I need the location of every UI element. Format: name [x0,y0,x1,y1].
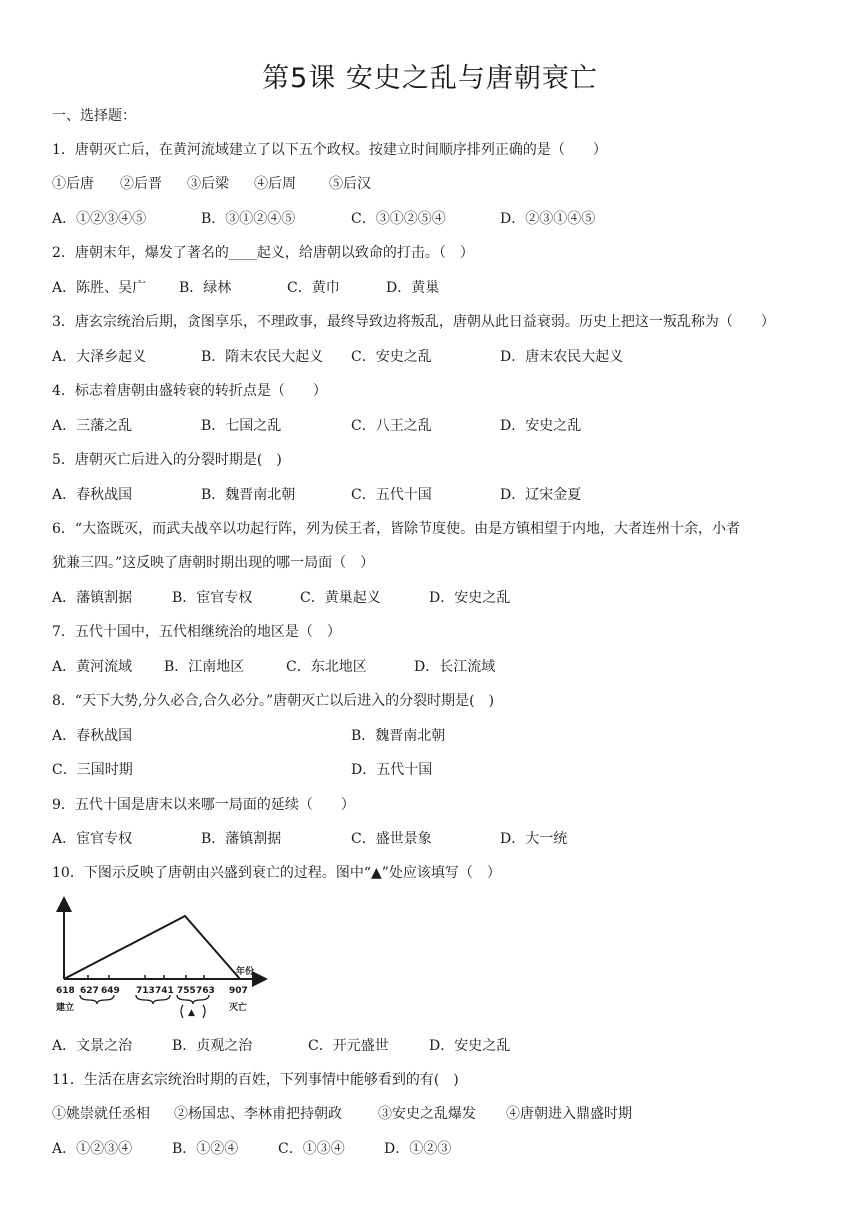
q6-option-a[interactable]: A．藩镇割据 [52,590,133,606]
q10-option-d[interactable]: D．安史之乱 [429,1038,511,1054]
q2-option-b[interactable]: B．绿林 [179,280,232,296]
rise-fall-line [64,916,240,979]
triangle-marker-icon: ▲ [188,1008,195,1018]
q1-item-4: ④后周 [254,176,296,192]
q10-option-a[interactable]: A．文景之治 [52,1038,133,1054]
q7-option-a[interactable]: A．黄河流域 [52,659,133,675]
q1-option-b[interactable]: B．③①②④⑤ [201,211,296,227]
question-8-stem: 8．“天下大势,分久必合,合久必分。”唐朝灭亡以后进入的分裂时期是( ) [52,693,495,709]
section-heading: 一、选择题： [52,108,136,124]
year-label-713: 713 [136,986,155,996]
q3-option-c[interactable]: C．安史之乱 [351,349,432,365]
question-2-stem: 2．唐朝末年，爆发了著名的____起义，给唐朝以致命的打击。（ ） [52,245,474,261]
year-label-618: 618 [56,986,75,996]
year-label-755: 755 [177,986,196,996]
q4-option-b[interactable]: B．七国之乱 [201,418,282,434]
q5-option-d[interactable]: D．辽宋金夏 [500,487,582,503]
q10-option-b[interactable]: B．贞观之治 [172,1038,253,1054]
question-6-stem-line-1: 6．“大盗既灭，而武夫战卒以功起行阵，列为侯王者，皆除节度使。由是方镇相望于内地，大者连州十余，小者 [52,521,741,537]
q9-option-a[interactable]: A．宦官专权 [52,831,133,847]
q1-item-2: ②后晋 [120,176,162,192]
q11-option-c[interactable]: C．①③④ [278,1141,345,1157]
label-founded: 建立 [56,1003,75,1013]
q6-option-d[interactable]: D．安史之乱 [429,590,511,606]
q1-item-3: ③后梁 [187,176,229,192]
q8-option-b[interactable]: B．魏晋南北朝 [351,728,446,744]
q9-option-c[interactable]: C．盛世景象 [351,831,432,847]
q7-option-b[interactable]: B．江南地区 [164,659,245,675]
q5-option-b[interactable]: B．魏晋南北朝 [201,487,296,503]
brace-755-763 [177,995,209,1004]
q1-item-5: ⑤后汉 [329,176,371,192]
year-label-627: 627 [80,986,99,996]
q10-option-c[interactable]: C．开元盛世 [308,1038,389,1054]
q8-option-c[interactable]: C．三国时期 [52,762,133,778]
question-11-stem: 11．生活在唐玄宗统治时期的百姓，下列事情中能够看到的有( ) [52,1072,459,1088]
q5-option-a[interactable]: A．春秋战国 [52,487,133,503]
q1-option-c[interactable]: C．③①②⑤④ [351,211,446,227]
year-label-649: 649 [101,986,120,996]
q11-option-d[interactable]: D．①②③ [384,1141,452,1157]
question-9-stem: 9．五代十国是唐末以来哪一局面的延续（ ） [52,797,355,813]
q3-option-b[interactable]: B．隋末农民大起义 [201,349,324,365]
q2-option-a[interactable]: A．陈胜、吴广 [52,280,147,296]
q3-option-d[interactable]: D．唐末农民大起义 [500,349,624,365]
question-4-stem: 4．标志着唐朝由盛转衰的转折点是（ ） [52,383,327,399]
q2-option-c[interactable]: C．黄巾 [287,280,340,296]
q8-option-d[interactable]: D．五代十国 [351,762,433,778]
q1-option-d[interactable]: D．②③①④⑤ [500,211,596,227]
q9-option-d[interactable]: D．大一统 [500,831,568,847]
q2-option-d[interactable]: D．黄巢 [386,280,440,296]
question-3-stem: 3．唐玄宗统治后期，贪图享乐，不理政事，最终导致边将叛乱，唐朝从此日益衰弱。历史上把这一叛乱称为（ ） [52,314,775,330]
q9-option-b[interactable]: B．藩镇割据 [201,831,282,847]
q3-option-a[interactable]: A．大泽乡起义 [52,349,147,365]
q6-option-c[interactable]: C．黄巢起义 [300,590,381,606]
year-label-907: 907 [229,986,248,996]
q6-option-b[interactable]: B．宦官专权 [172,590,253,606]
brace-713-741 [136,995,170,1004]
year-label-741: 741 [155,986,174,996]
q11-item-2: ②杨国忠、李林甫把持朝政 [174,1106,342,1122]
q11-option-a[interactable]: A．①②③④ [52,1141,133,1157]
question-5-stem: 5．唐朝灭亡后进入的分裂时期是( ) [52,452,282,468]
q1-item-1: ①后唐 [52,176,94,192]
q4-option-a[interactable]: A．三藩之乱 [52,418,133,434]
axis-label-year: 年份 [236,967,255,977]
q4-option-d[interactable]: D．安史之乱 [500,418,582,434]
q7-option-c[interactable]: C．东北地区 [286,659,367,675]
year-label-763: 763 [196,986,215,996]
q8-option-a[interactable]: A．春秋战国 [52,728,133,744]
page-title: 第5课 安史之乱与唐朝衰亡 [262,63,598,94]
label-fallen: 灭亡 [229,1003,248,1013]
q11-item-1: ①姚崇就任丞相 [52,1106,150,1122]
q7-option-d[interactable]: D．长江流域 [414,659,496,675]
q11-item-4: ④唐朝进入鼎盛时期 [506,1106,632,1122]
question-7-stem: 7．五代十国中，五代相继统治的地区是（ ） [52,624,341,640]
q11-option-b[interactable]: B．①②④ [172,1141,239,1157]
q1-option-a[interactable]: A．①②③④⑤ [52,211,147,227]
tang-timeline-figure [52,892,282,1026]
question-1-stem: 1．唐朝灭亡后，在黄河流域建立了以下五个政权。按建立时间顺序排列正确的是（ ） [52,142,607,158]
q5-option-c[interactable]: C．五代十国 [351,487,432,503]
question-6-stem-line-2: 犹兼三四。”这反映了唐朝时期出现的哪一局面（ ） [52,555,375,571]
brace-627-649 [80,995,114,1004]
q11-item-3: ③安史之乱爆发 [378,1106,476,1122]
question-10-stem: 10．下图示反映了唐朝由兴盛到衰亡的过程。图中“▲”处应该填写（ ） [52,865,501,881]
q4-option-c[interactable]: C．八王之乱 [351,418,432,434]
